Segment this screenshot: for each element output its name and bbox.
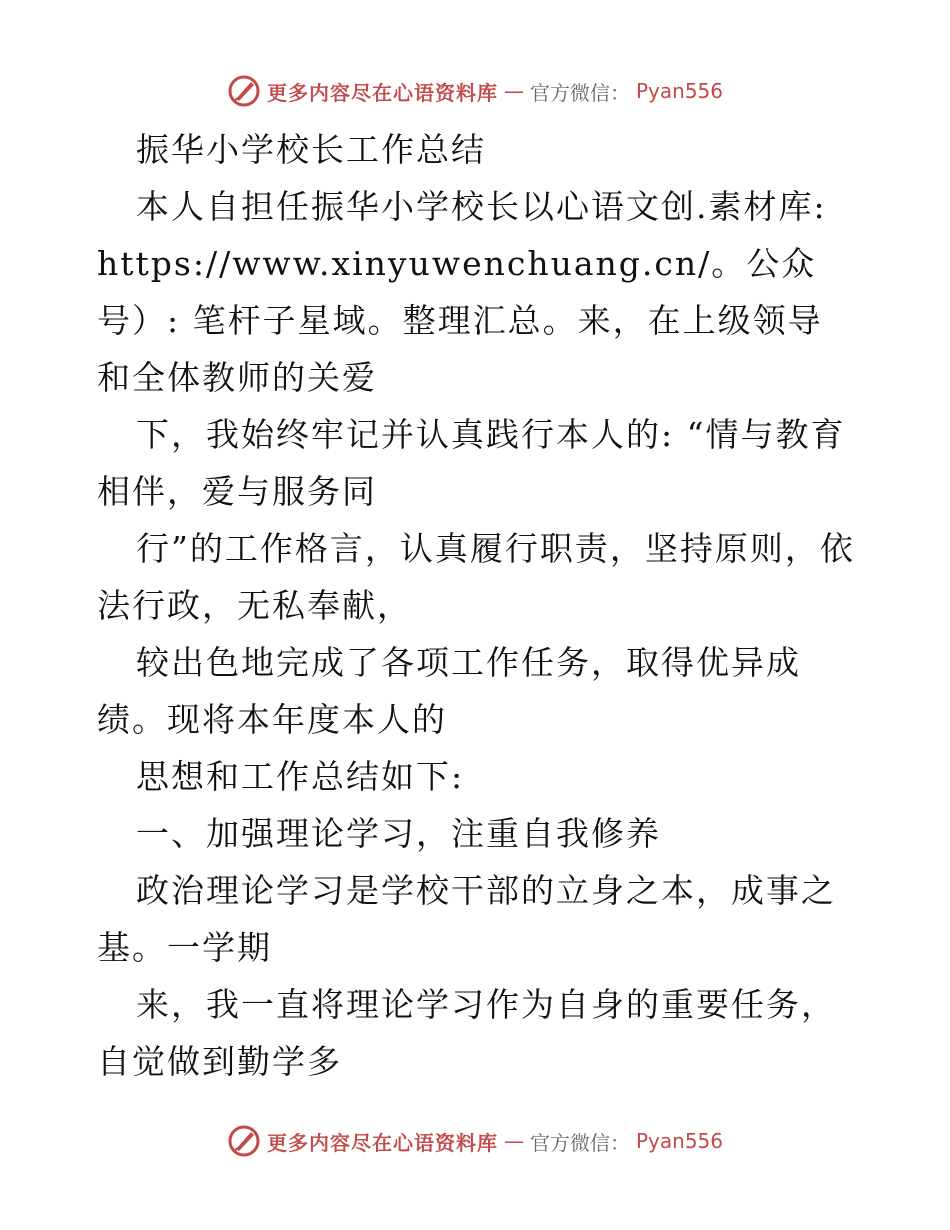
section-heading: 一、加强理论学习，注重自我修养: [136, 814, 661, 853]
watermark-dash: —: [503, 79, 524, 103]
header-watermark: [0, 71, 950, 111]
watermark-official-label: 官方微信：: [529, 1130, 630, 1155]
paragraph-line: 较出色地完成了各项工作任务，取得优异成绩。现将本年度本人的: [97, 643, 801, 739]
footer-watermark: [0, 1121, 950, 1161]
document-title: 振华小学校长工作总结: [136, 130, 486, 169]
watermark-wechat-id: Pyan556: [635, 1129, 723, 1153]
watermark-wechat-id: Pyan556: [635, 79, 723, 103]
paragraph-line: 来，我一直将理论学习作为自身的重要任务，自觉做到勤学多: [97, 985, 836, 1081]
paragraph-line: 下，我始终牢记并认真践行本人的: “情与教育相伴，爱与服务同: [97, 415, 846, 511]
quill-logo-icon: [227, 74, 261, 108]
watermark-slogan: 更多内容尽在心语资料库: [266, 80, 498, 105]
paragraph-line: 政治理论学习是学校干部的立身之本，成事之基。一学期: [97, 871, 836, 967]
document-body: [97, 121, 857, 1090]
paragraph-line: 行”的工作格言，认真履行职责，坚持原则，依法行政，无私奉献，: [97, 529, 855, 625]
watermark-dash: —: [503, 1129, 524, 1153]
watermark-slogan: 更多内容尽在心语资料库: [266, 1130, 498, 1155]
watermark-official-label: 官方微信：: [529, 80, 630, 105]
quill-logo-icon: [227, 1124, 261, 1158]
paragraph-line: 本人自担任振华小学校长以心语文创.素材库: https://www.xinyuwenchuang.cn/。公众号）: 笔杆子星域。整理汇总。来，在上级领导和全体教师的关爱: [97, 187, 827, 397]
paragraph-line: 思想和工作总结如下:: [136, 757, 465, 796]
